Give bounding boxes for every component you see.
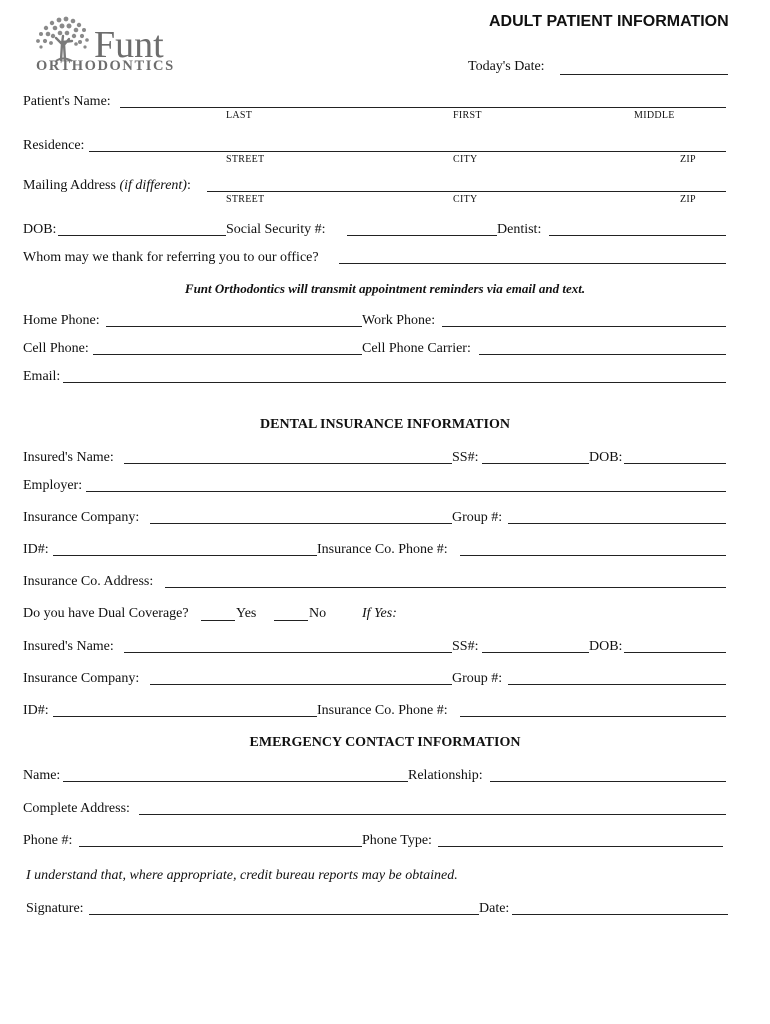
logo-name: Funt xyxy=(94,24,164,66)
zip-caption: ZIP xyxy=(680,154,696,165)
dob-label: DOB: xyxy=(23,222,57,237)
dual-yes-label: Yes xyxy=(236,606,257,621)
referral-field[interactable] xyxy=(339,263,726,264)
todays-date-label: Today's Date: xyxy=(468,59,545,74)
group-field[interactable] xyxy=(508,523,726,524)
referral-label: Whom may we thank for referring you to our office? xyxy=(23,250,319,265)
insured-dob-label: DOB: xyxy=(589,450,623,465)
mailing-address-text: Mailing Address xyxy=(23,178,120,193)
insurance-phone-field[interactable] xyxy=(460,555,726,556)
mailing-city-caption: CITY xyxy=(453,194,478,205)
insured-name-field[interactable] xyxy=(124,463,452,464)
insurance-company2-field[interactable] xyxy=(150,684,452,685)
signature-date-field[interactable] xyxy=(512,914,728,915)
street-caption: STREET xyxy=(226,154,265,165)
id2-label: ID#: xyxy=(23,703,49,718)
employer-field[interactable] xyxy=(86,491,726,492)
todays-date-field[interactable] xyxy=(560,74,728,75)
insurance-heading: DENTAL INSURANCE INFORMATION xyxy=(260,417,510,432)
phone-type-field[interactable] xyxy=(438,846,723,847)
insurance-address-field[interactable] xyxy=(165,587,726,588)
cell-phone-label: Cell Phone: xyxy=(23,341,89,356)
city-caption: CITY xyxy=(453,154,478,165)
insured-name-label: Insured's Name: xyxy=(23,450,114,465)
group2-field[interactable] xyxy=(508,684,726,685)
email-field[interactable] xyxy=(63,382,726,383)
insured-ss-label: SS#: xyxy=(452,450,479,465)
insurance-address-label: Insurance Co. Address: xyxy=(23,574,154,589)
id-field[interactable] xyxy=(53,555,317,556)
insured-dob-field[interactable] xyxy=(624,463,726,464)
insured-ss2-label: SS#: xyxy=(452,639,479,654)
home-phone-field[interactable] xyxy=(106,326,362,327)
insured-dob2-label: DOB: xyxy=(589,639,623,654)
ssn-label: Social Security #: xyxy=(226,222,326,237)
dual-no-label: No xyxy=(309,606,327,621)
relationship-field[interactable] xyxy=(490,781,726,782)
insured-name2-label: Insured's Name: xyxy=(23,639,114,654)
mailing-street-caption: STREET xyxy=(226,194,265,205)
cell-phone-field[interactable] xyxy=(93,354,362,355)
patient-name-field[interactable] xyxy=(120,107,726,108)
residence-label: Residence: xyxy=(23,138,85,153)
mailing-address-label xyxy=(23,178,191,194)
insurance-company-field[interactable] xyxy=(150,523,452,524)
insurance-phone2-label: Insurance Co. Phone #: xyxy=(317,703,448,718)
reminder-notice: Funt Orthodontics will transmit appointment reminders via email and text. xyxy=(184,281,586,296)
complete-address-label: Complete Address: xyxy=(23,801,130,816)
id2-field[interactable] xyxy=(53,716,317,717)
dob-field[interactable] xyxy=(58,235,226,236)
credit-statement: I understand that, where appropriate, credit bureau reports may be obtained. xyxy=(26,868,458,883)
patient-name-label: Patient's Name: xyxy=(23,94,111,109)
page-title: ADULT PATIENT INFORMATION xyxy=(489,13,729,30)
insurance-phone2-field[interactable] xyxy=(460,716,726,717)
relationship-label: Relationship: xyxy=(408,768,483,783)
group-label: Group #: xyxy=(452,510,503,525)
id-label: ID#: xyxy=(23,542,49,557)
insured-ss-field[interactable] xyxy=(482,463,589,464)
insured-name2-field[interactable] xyxy=(124,652,452,653)
insured-ss2-field[interactable] xyxy=(482,652,589,653)
first-caption: FIRST xyxy=(453,110,482,121)
emergency-phone-label: Phone #: xyxy=(23,833,73,848)
insurance-company-label: Insurance Company: xyxy=(23,510,140,525)
signature-date-label: Date: xyxy=(479,901,510,916)
emergency-name-label: Name: xyxy=(23,768,61,783)
insured-dob2-field[interactable] xyxy=(624,652,726,653)
dual-no-field[interactable] xyxy=(274,620,308,621)
emergency-name-field[interactable] xyxy=(63,781,408,782)
cell-carrier-label: Cell Phone Carrier: xyxy=(362,341,471,356)
employer-label: Employer: xyxy=(23,478,83,493)
work-phone-label: Work Phone: xyxy=(362,313,436,328)
dentist-label: Dentist: xyxy=(497,222,542,237)
last-caption: LAST xyxy=(226,110,253,121)
mailing-address-colon: : xyxy=(186,178,191,193)
dual-coverage-label: Do you have Dual Coverage? xyxy=(23,606,189,621)
phone-type-label: Phone Type: xyxy=(362,833,432,848)
middle-caption: MIDDLE xyxy=(634,110,675,121)
complete-address-field[interactable] xyxy=(139,814,726,815)
tree-icon xyxy=(32,14,94,62)
emergency-phone-field[interactable] xyxy=(79,846,362,847)
logo-subtitle: ORTHODONTICS xyxy=(36,58,175,74)
dual-yes-field[interactable] xyxy=(201,620,235,621)
signature-field[interactable] xyxy=(89,914,479,915)
residence-field[interactable] xyxy=(89,151,726,152)
mailing-address-field[interactable] xyxy=(207,191,726,192)
insurance-company2-label: Insurance Company: xyxy=(23,671,140,686)
ssn-field[interactable] xyxy=(347,235,497,236)
emergency-heading: EMERGENCY CONTACT INFORMATION xyxy=(249,735,521,750)
work-phone-field[interactable] xyxy=(442,326,726,327)
home-phone-label: Home Phone: xyxy=(23,313,100,328)
mailing-address-note: (if different) xyxy=(119,178,187,193)
signature-label: Signature: xyxy=(26,901,84,916)
insurance-phone-label: Insurance Co. Phone #: xyxy=(317,542,448,557)
logo xyxy=(32,14,212,76)
cell-carrier-field[interactable] xyxy=(479,354,726,355)
mailing-zip-caption: ZIP xyxy=(680,194,696,205)
email-label: Email: xyxy=(23,369,61,384)
if-yes-label: If Yes: xyxy=(362,606,397,621)
dentist-field[interactable] xyxy=(549,235,726,236)
group2-label: Group #: xyxy=(452,671,503,686)
